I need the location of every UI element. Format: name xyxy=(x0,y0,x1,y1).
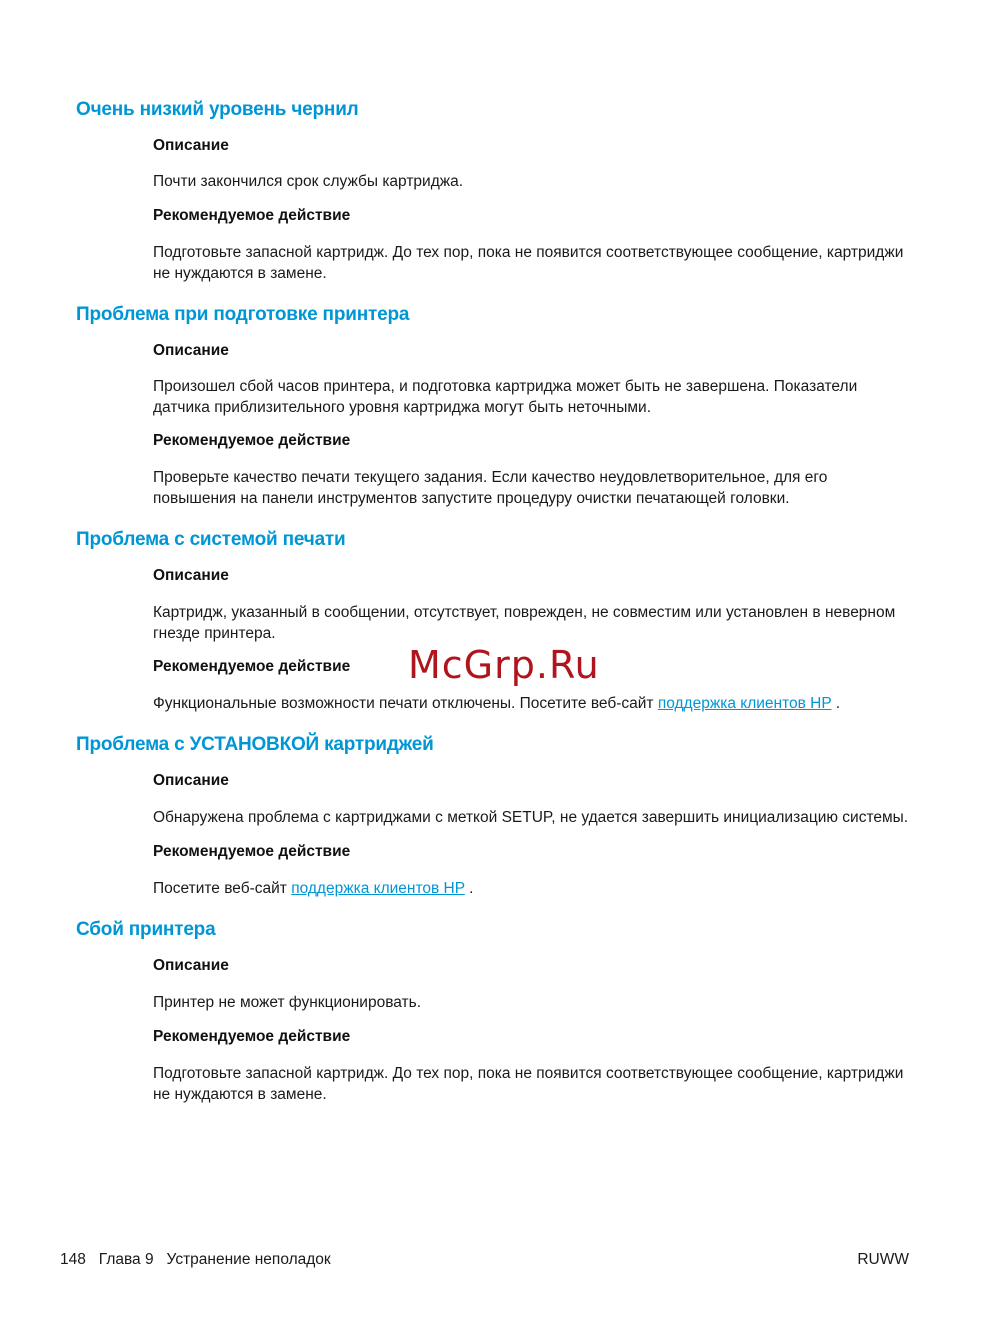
action-text-prefix: Посетите веб-сайт xyxy=(153,880,287,897)
chapter-title: Устранение неполадок xyxy=(166,1251,331,1268)
recommended-action-label: Рекомендуемое действие xyxy=(153,1028,351,1045)
action-text-suffix: . xyxy=(464,880,474,897)
chapter-label: Глава 9 xyxy=(98,1251,154,1268)
recommended-action-label: Рекомендуемое действие xyxy=(153,658,351,675)
recommended-action-text: Подготовьте запасной картридж. До тех пор, пока не появится соответствующее сообщение, картриджи не нуждаются в замене. xyxy=(153,244,904,282)
description-text: Произошел сбой часов принтера, и подготовка картриджа может быть не завершена. Показатели датчика приблизительного уровня картриджа могут быть неточными. xyxy=(153,378,858,416)
watermark-text: McGrp.Ru xyxy=(408,643,600,687)
description-label: Описание xyxy=(153,137,229,154)
description-label: Описание xyxy=(153,957,229,974)
recommended-action-label: Рекомендуемое действие xyxy=(153,207,351,224)
action-text-prefix: Функциональные возможности печати отключены. Посетите веб-сайт xyxy=(153,695,654,712)
recommended-action-label: Рекомендуемое действие xyxy=(153,843,351,860)
footer-locale-code: RUWW xyxy=(857,1251,909,1268)
section-heading-setup-cartridge-problem: Проблема с УСТАНОВКОЙ картриджей xyxy=(76,734,434,755)
recommended-action-text xyxy=(153,879,913,900)
action-text-suffix: . xyxy=(831,695,841,712)
description-label: Описание xyxy=(153,567,229,584)
hp-support-link[interactable]: поддержка клиентов HP xyxy=(291,880,465,897)
section-heading-printer-preparation-problem: Проблема при подготовке принтера xyxy=(76,304,410,325)
description-text: Почти закончился срок службы картриджа. xyxy=(153,173,464,190)
recommended-action-text: Подготовьте запасной картридж. До тех пор, пока не появится соответствующее сообщение, картриджи не нуждаются в замене. xyxy=(153,1065,904,1103)
description-text: Картридж, указанный в сообщении, отсутствует, поврежден, не совместим или установлен в неверном гнезде принтера. xyxy=(153,604,896,642)
recommended-action-text: Проверьте качество печати текущего задания. Если качество неудовлетворительное, для его повышения на панели инструментов запустите процедуру очистки печатающей головки. xyxy=(153,469,828,507)
description-label: Описание xyxy=(153,342,229,359)
recommended-action-text xyxy=(153,694,913,715)
footer-left xyxy=(60,1251,331,1269)
section-heading-print-system-problem: Проблема с системой печати xyxy=(76,529,346,550)
hp-support-link[interactable]: поддержка клиентов HP xyxy=(657,695,832,712)
page-number: 148 xyxy=(60,1251,86,1268)
description-text: Принтер не может функционировать. xyxy=(153,994,422,1011)
description-label: Описание xyxy=(153,772,229,789)
section-heading-very-low-ink: Очень низкий уровень чернил xyxy=(76,99,359,120)
recommended-action-label: Рекомендуемое действие xyxy=(153,432,351,449)
section-heading-printer-failure: Сбой принтера xyxy=(76,919,216,940)
description-text: Обнаружена проблема с картриджами с меткой SETUP, не удается завершить инициализацию системы. xyxy=(153,809,909,826)
